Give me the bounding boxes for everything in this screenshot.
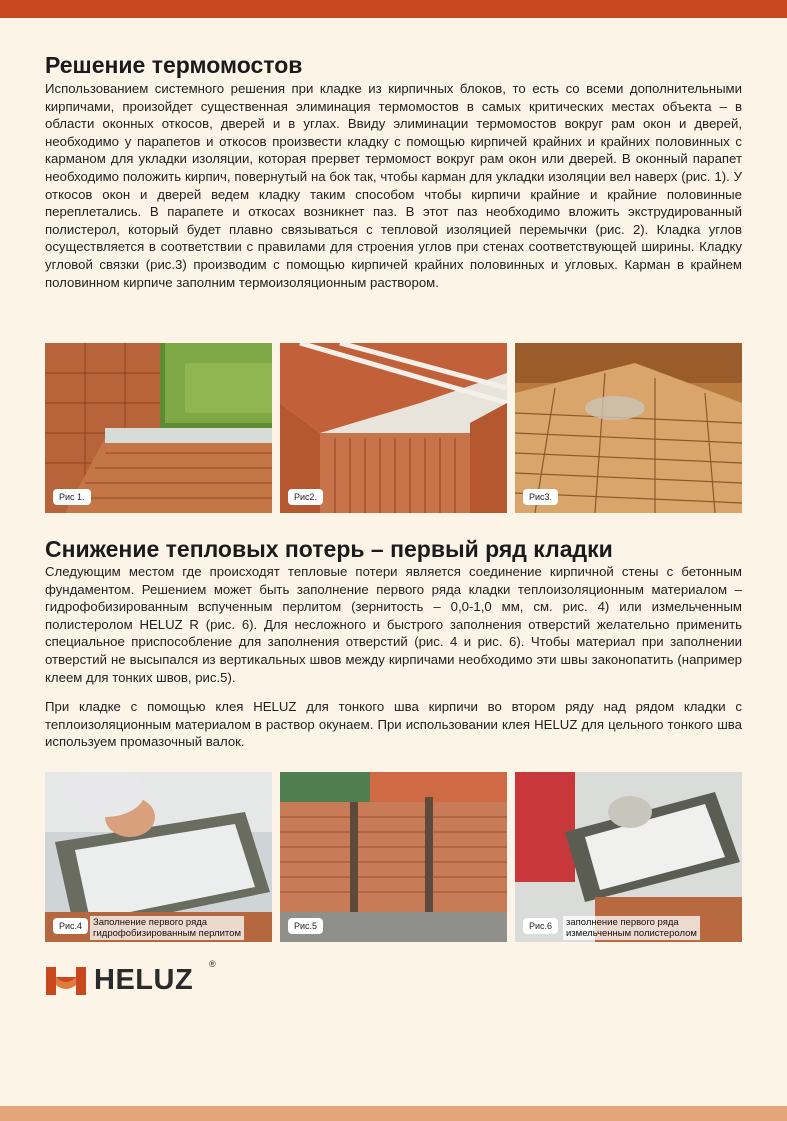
photo-fig5	[280, 772, 507, 942]
photo-fig4	[45, 772, 272, 942]
heluz-logo-icon	[42, 963, 90, 999]
figure-label: Рис.5	[288, 918, 323, 934]
figure-label: Рис 1.	[53, 489, 91, 505]
bottom-accent-bar	[0, 1106, 787, 1121]
section-text-thermal-bridges: Использованием системного решения при кладке из кирпичных блоков, то есть со всеми дополнительными кирпичами, произойдет существенная элиминация термомостов в самых критических местах объекта – в области оконных откосов, дверей и в углах. Ввиду элиминации термомостов вокруг рам окон и дверей, необходимо у парапетов и откосов произвести кладку с помощью кирпичей крайних и крайних половинных с карманом для укладки изоляции, которая прервет термомост вокруг рам окон или дверей. В оконный парапет необходимо положить кирпич, повернутый на бок так, чтобы карман для укладки изоляции вел наверх (рис. 1). У откосов окон и дверей ведем кладку таким способом чтобы кирпичи крайние и крайние половинные переплетались. В парапете и откосах возникнет паз. В этот паз необходимо вложить экструдированный полистерол, который будет плавно связываться с тепловой изоляцией перемычки (рис. 2). Кладка углов осуществляется в соответствии с правилами для строения углов при стенах соответствующей ширины. Кладку угловой связки (рис.3) производим с помощью кирпичей крайних половинных и угловых. Карман в крайнем половинном кирпиче заполним термоизоляционным раствором.	[45, 81, 742, 290]
section-title-thermal-bridges: Решение термомостов	[45, 52, 303, 78]
heluz-logo	[42, 959, 242, 999]
figure-caption: Заполнение первого ряда гидрофобизированным перлитом	[90, 916, 244, 940]
top-accent-bar	[0, 0, 787, 18]
figure-label: Рис.6	[523, 918, 558, 934]
figure-label: Рис2.	[288, 489, 323, 505]
photo-fig6	[515, 772, 742, 942]
section-text-heat-loss-1: Следующим местом где происходят тепловые потери является соединение кирпичной стены с бетонным фундаментом. Решением может быть заполнение первого ряда кладки теплоизоляционным материалом – гидрофобизированным вспученным перлитом (зернитость – 0,0-1,0 мм, см. рис. 4) или измельченным полистеролом HELUZ R (рис. 6). Для несложного и быстрого заполнения отверстий желательно применить специальное приспособление для заполнения отверстий (рис. 4 и рис. 6). Чтобы материал при заполнении отверстий не высыпался из вертикальных швов между кирпичами необходимо эти швы законопатить (например клеем для тонких швов, рис.5).	[45, 564, 742, 685]
photo-fig1	[45, 343, 272, 513]
figure-label: Рис3.	[523, 489, 558, 505]
photo-fig3	[515, 343, 742, 513]
figure-label: Рис.4	[53, 918, 88, 934]
photo-fig2	[280, 343, 507, 513]
figure-caption: заполнение первого ряда измельченным полистеролом	[563, 916, 700, 940]
registered-mark: ®	[209, 959, 216, 969]
logo-text: HELUZ	[94, 964, 194, 996]
section-title-heat-loss: Снижение тепловых потерь – первый ряд кладки	[45, 536, 613, 562]
section-text-heat-loss-2: При кладке с помощью клея HELUZ для тонкого шва кирпичи во втором ряду над рядом кладки с теплоизоляционным материалом в раствор окунаем. При использовании клея HELUZ для цельного тонкого шва используем промазочный валок.	[45, 699, 742, 750]
